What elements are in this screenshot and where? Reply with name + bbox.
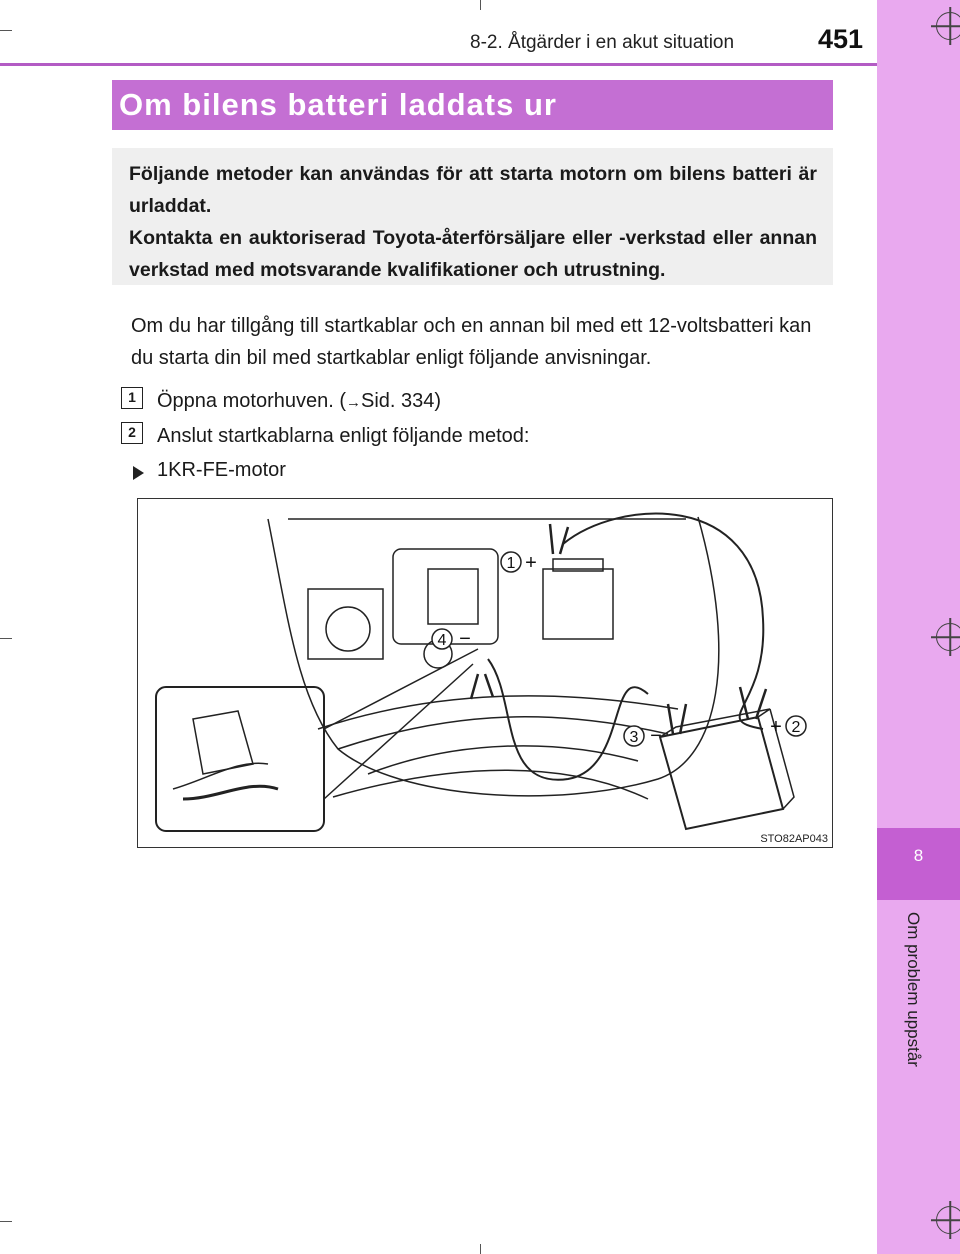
intro-box — [112, 148, 833, 285]
crop-mark — [480, 1244, 481, 1254]
step-text-1-after: ) — [434, 390, 442, 412]
intro-text-1: Följande metoder kan användas för att starta motorn om bilens batteri är urladdat. — [129, 163, 817, 217]
registration-mark-icon — [936, 12, 960, 40]
chapter-tab-background — [877, 0, 960, 828]
step-text-2: Anslut startkablarna enligt följande metod: — [157, 425, 530, 447]
bullet-triangle-icon — [133, 466, 144, 480]
page-reference-link[interactable]: Sid. 334 — [361, 390, 435, 412]
figure-code: STO82AP043 — [760, 833, 828, 845]
callout-2: 2 — [791, 719, 801, 736]
chapter-number: 8 — [913, 846, 924, 865]
callout-4: 4 — [437, 632, 447, 649]
crop-mark — [0, 30, 12, 31]
step-text-1-before: Öppna motorhuven. ( — [157, 390, 346, 412]
step-text-1 — [157, 390, 441, 413]
section-title-bar — [112, 80, 833, 130]
section-title: Om bilens batteri laddats ur — [119, 87, 557, 122]
step-number-1: 1 — [121, 387, 143, 409]
registration-mark-icon — [936, 1206, 960, 1234]
chapter-title-vertical: Om problem uppstår — [904, 912, 923, 1067]
header-rule — [0, 63, 877, 66]
jump-start-illustration — [137, 498, 833, 848]
body-paragraph: Om du har tillgång till startkablar och en annan bil med ett 12-voltsbatteri kan du starta din bil med startkablar enligt följande anvisningar. — [131, 315, 812, 369]
minus-sign-4: − — [459, 628, 471, 650]
minus-sign-3: − — [650, 725, 662, 747]
crop-mark — [480, 0, 481, 10]
reference-arrow-icon: → — [346, 394, 361, 411]
callout-1: 1 — [506, 555, 516, 572]
callout-3: 3 — [629, 729, 639, 746]
registration-mark-icon — [936, 623, 960, 651]
plus-sign-1: + — [525, 552, 537, 574]
page-number: 451 — [818, 24, 864, 54]
engine-bay-drawing — [138, 499, 833, 848]
bullet-engine-type: 1KR-FE-motor — [157, 459, 286, 481]
plus-sign-2: + — [770, 716, 782, 738]
step-number-2: 2 — [121, 422, 143, 444]
crop-mark — [0, 638, 12, 639]
section-header: 8-2. Åtgärder i en akut situation — [470, 32, 735, 53]
crop-mark — [0, 1221, 12, 1222]
intro-text-2: Kontakta en auktoriserad Toyota-återförsäljare eller -verkstad eller annan verkstad med motsvarande kvalifikationer och utrustning. — [129, 227, 817, 281]
